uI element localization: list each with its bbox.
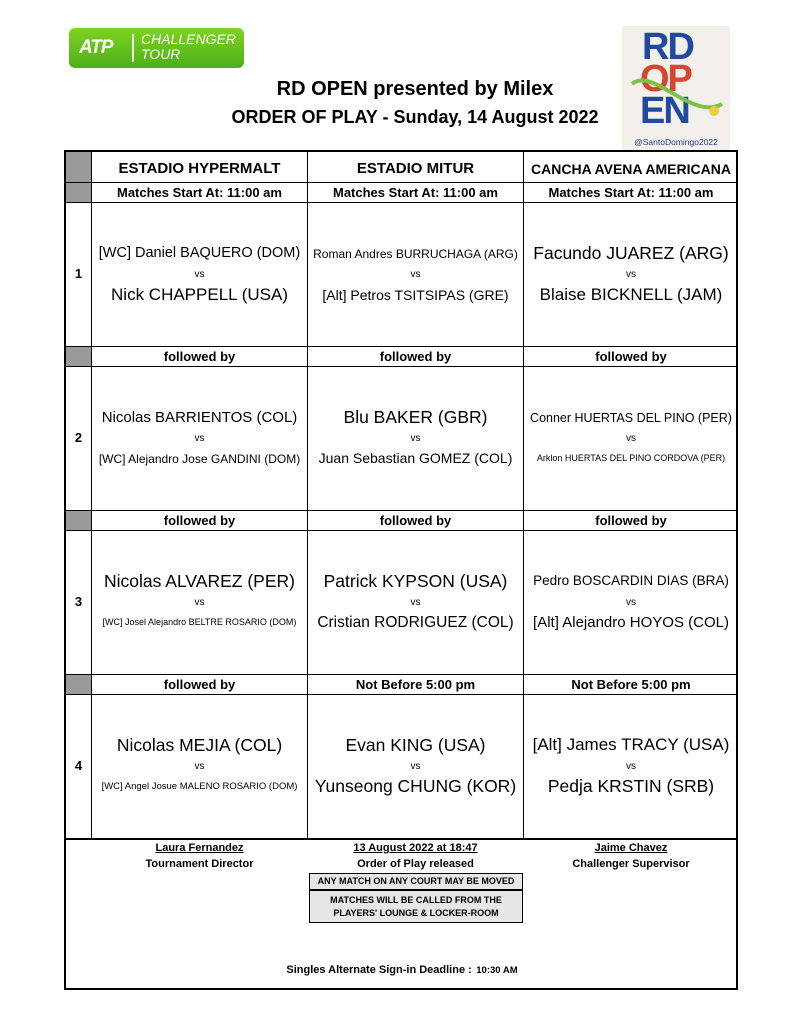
page-title: RD OPEN presented by Milex bbox=[276, 78, 554, 100]
deadline-label: Singles Alternate Sign-in Deadline : bbox=[286, 964, 472, 976]
player-one: Nicolas BARRIENTOS (COL) bbox=[101, 409, 298, 426]
rd-logo-letters-1: RD bbox=[642, 26, 693, 68]
player-one: Evan KING (USA) bbox=[345, 735, 486, 755]
row-gutter-sep-3 bbox=[66, 510, 91, 530]
atp-logo-text: ATP bbox=[79, 37, 113, 58]
row-number-2: 2 bbox=[74, 430, 83, 445]
player-two: Yunseong CHUNG (KOR) bbox=[314, 776, 517, 796]
tournament-director-name: Laura Fernandez bbox=[155, 842, 244, 854]
notice-lounge-line2: PLAYERS' LOUNGE & LOCKER-ROOM bbox=[333, 908, 499, 918]
player-one: Roman Andres BURRUCHAGA (ARG) bbox=[313, 247, 518, 261]
rd-logo-letters-2: OP bbox=[640, 58, 691, 100]
separator-r2-c1: followed by bbox=[163, 349, 236, 364]
row-gutter-sep-4 bbox=[66, 674, 91, 694]
atp-logo-sub-line2: TOUR bbox=[141, 46, 181, 62]
player-one: Facundo JUAREZ (ARG) bbox=[533, 243, 729, 263]
versus-label: vs bbox=[194, 433, 205, 444]
notice-match-move bbox=[309, 873, 523, 890]
player-two: [Alt] Alejandro HOYOS (COL) bbox=[533, 614, 729, 631]
separator-r4-c2: Not Before 5:00 pm bbox=[355, 677, 476, 692]
player-one: [Alt] James TRACY (USA) bbox=[532, 735, 730, 754]
player-two: [Alt] Petros TSITSIPAS (GRE) bbox=[322, 287, 509, 303]
release-label: Order of Play released bbox=[357, 858, 474, 870]
alternate-signin-deadline bbox=[66, 960, 738, 978]
player-one: Conner HUERTAS DEL PINO (PER) bbox=[530, 411, 732, 425]
atp-challenger-logo bbox=[69, 28, 244, 68]
notice-lounge-line1: MATCHES WILL BE CALLED FROM THE bbox=[330, 895, 502, 905]
separator-r2-c3: followed by bbox=[595, 349, 667, 364]
versus-label: vs bbox=[410, 433, 421, 444]
notice-match-move-text: ANY MATCH ON ANY COURT MAY BE MOVED bbox=[317, 876, 515, 886]
player-two: Cristian RODRIGUEZ (COL) bbox=[317, 614, 514, 631]
versus-label: vs bbox=[194, 761, 205, 772]
court-header-1: ESTADIO HYPERMALT bbox=[118, 160, 281, 177]
page-subtitle: ORDER OF PLAY - Sunday, 14 August 2022 bbox=[231, 107, 599, 127]
atp-logo-divider bbox=[132, 34, 134, 62]
player-one: Pedro BOSCARDIN DIAS (BRA) bbox=[533, 573, 729, 588]
player-two: Juan Sebastian GOMEZ (COL) bbox=[318, 450, 513, 466]
row-number-4: 4 bbox=[74, 758, 83, 773]
versus-label: vs bbox=[410, 761, 421, 772]
grid-hline bbox=[66, 838, 738, 840]
notice-lounge-call bbox=[309, 890, 523, 923]
atp-logo-subtitle bbox=[141, 32, 236, 62]
player-two: Blaise BICKNELL (JAM) bbox=[539, 285, 723, 304]
player-two: [WC] Josel Alejandro BELTRE ROSARIO (DOM) bbox=[102, 617, 297, 627]
player-one: Nicolas MEJIA (COL) bbox=[116, 735, 283, 755]
court-start-time-1: Matches Start At: 11:00 am bbox=[117, 185, 282, 200]
player-one: Nicolas ALVAREZ (PER) bbox=[104, 571, 295, 591]
rd-logo-hashtag: @SantoDomingo2022 bbox=[634, 137, 718, 147]
separator-r3-c3: followed by bbox=[595, 513, 667, 528]
versus-label: vs bbox=[626, 761, 636, 772]
player-two: Pedja KRSTIN (SRB) bbox=[547, 776, 715, 796]
order-of-play-table bbox=[64, 150, 738, 990]
court-header-3: CANCHA AVENA AMERICANA bbox=[531, 161, 731, 177]
versus-label: vs bbox=[626, 597, 636, 608]
supervisor-role: Challenger Supervisor bbox=[572, 858, 690, 870]
versus-label: vs bbox=[626, 433, 636, 444]
player-one: [WC] Daniel BAQUERO (DOM) bbox=[98, 245, 301, 261]
row-number-3: 3 bbox=[74, 594, 83, 609]
separator-r3-c2: followed by bbox=[379, 513, 452, 528]
separator-r4-c3: Not Before 5:00 pm bbox=[571, 677, 691, 692]
row-gutter-sep-2 bbox=[66, 346, 91, 366]
court-header-2: ESTADIO MITUR bbox=[356, 160, 475, 177]
player-two: Arklon HUERTAS DEL PINO CORDOVA (PER) bbox=[536, 453, 726, 463]
court-start-time-3: Matches Start At: 11:00 am bbox=[548, 185, 714, 200]
deadline-time: 10:30 AM bbox=[476, 965, 518, 976]
tournament-director-role: Tournament Director bbox=[145, 858, 254, 870]
versus-label: vs bbox=[194, 269, 205, 280]
court-start-time-2: Matches Start At: 11:00 am bbox=[333, 185, 498, 200]
release-timestamp: 13 August 2022 at 18:47 bbox=[353, 842, 478, 854]
versus-label: vs bbox=[410, 269, 421, 280]
supervisor-name: Jaime Chavez bbox=[594, 842, 668, 854]
row-gutter-header bbox=[66, 152, 91, 202]
player-one: Blu BAKER (GBR) bbox=[343, 407, 488, 427]
versus-label: vs bbox=[194, 597, 205, 608]
versus-label: vs bbox=[410, 597, 421, 608]
player-two: Nick CHAPPELL (USA) bbox=[111, 285, 288, 304]
versus-label: vs bbox=[626, 269, 636, 280]
player-two: [WC] Angel Josue MALENO ROSARIO (DOM) bbox=[101, 781, 298, 792]
atp-logo-sub-line1: CHALLENGER bbox=[141, 31, 236, 47]
player-one: Patrick KYPSON (USA) bbox=[323, 571, 508, 591]
player-two: [WC] Alejandro Jose GANDINI (DOM) bbox=[98, 452, 301, 466]
rd-logo-letters-3: EN bbox=[640, 90, 689, 132]
separator-r2-c2: followed by bbox=[379, 349, 452, 364]
row-number-1: 1 bbox=[74, 266, 83, 281]
separator-r3-c1: followed by bbox=[163, 513, 236, 528]
separator-r4-c1: followed by bbox=[163, 677, 236, 692]
